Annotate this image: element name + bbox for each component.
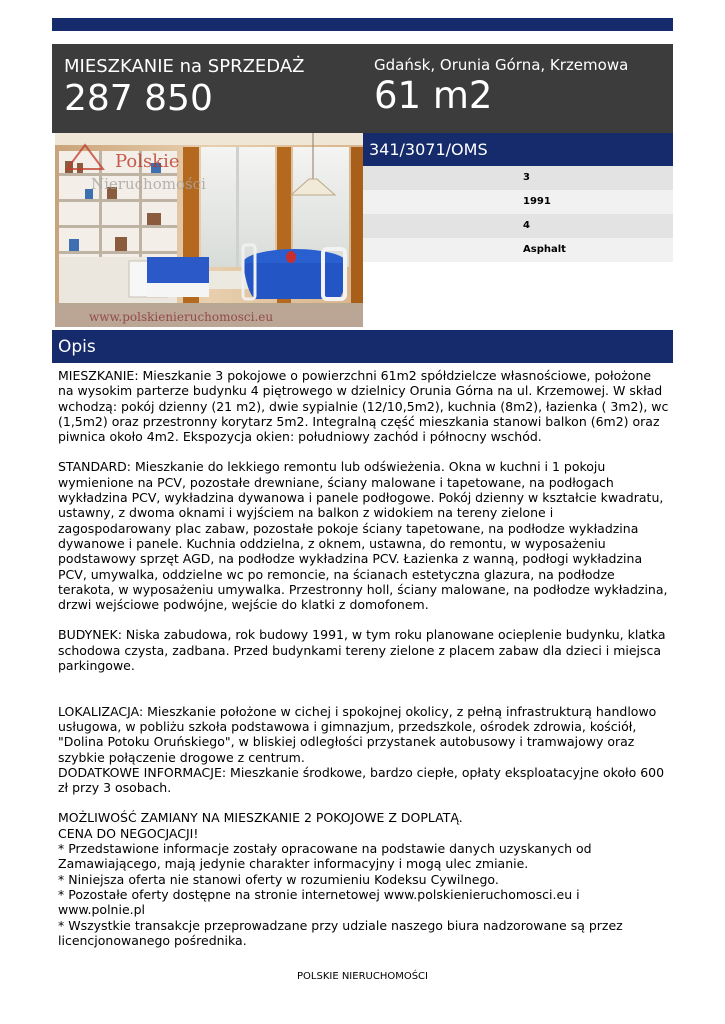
attribute-row xyxy=(363,166,673,190)
attribute-value: Asphalt xyxy=(523,244,566,255)
attribute-row xyxy=(363,214,673,238)
description-paragraph: BUDYNEK: Niska zabudowa, rok budowy 1991, w tym roku planowane ocieplenie budynku, klatka schodowa czysta, zadbana. Przed budynkami tereny zielone z placem zabaw dla dzieci i miejsca parkingowe. xyxy=(58,627,670,674)
description-paragraph: MIESZKANIE: Mieszkanie 3 pokojowe o powierzchni 61m2 spółdzielcze własnościowe, położone na wysokim parterze budynku 4 piętrowego w dzielnicy Orunia Górna na ul. Krzemowej. W skład wchodzą: pokój dzienny (21 m2), dwie sypialnie (12/10,5m2), kuchnia (8m2), łazienka ( 3m2), wc (1,5m2) oraz przestronny korytarz 5m2. Integralną część mieszkania stanowi balkon (6m2) oraz piwnica około 4m2. Ekspozycja okien: południowy zachód i północny wschód. xyxy=(58,368,673,445)
reference-number: 341/3071/OMS xyxy=(369,140,488,159)
reference-bar xyxy=(363,133,673,166)
watermark-brand-line2: Nieruchomości xyxy=(91,175,206,193)
attribute-value: 1991 xyxy=(523,196,551,207)
property-photo xyxy=(55,133,363,327)
description-paragraph: STANDARD: Mieszkanie do lekkiego remontu lub odświeżenia. Okna w kuchni i 1 pokoju wymienione na PCV, pozostałe drewniane, ściany malowane i tapetowane, na podłogach wykładzina PCV, wykładzina dywanowa i panele podłogowe. Pokój dzienny w kształcie kwadratu, ustawny, z dwoma oknami i wyjściem na balkon z widokiem na tereny zielone i zagospodarowany plac zabaw, pozostałe pokoje ściany tapetowane, na podłodze wykładzina dywanowe i panele. Kuchnia oddzielna, z oknem, ustawna, do remontu, w wyposażeniu podstawowy sprzęt AGD, na podłodze wykładzina PCV. Łazienka z wanną, podłogi wykładzina PCV, umywalka, oddzielne wc po remoncie, na ścianach estetyczna glazura, na podłodze terakota, w wyposażeniu umywalka. Przestronny holl, ściany malowane, na podłodze wykładzina, drzwi wejściowe podwójne, wejście do klatki z domofonem. xyxy=(58,459,672,613)
description-paragraph: LOKALIZACJA: Mieszkanie położone w cichej i spokojnej okolicy, z pełną infrastrukturą handlowo usługowa, w pobliżu szkoła podstawowa i gimnazjum, przedszkole, ośrodek zdrowia, kościół, "Dolina Potoku Oruńskiego", w bliskiej odległości przystanek autobusowy i tramwajowy oraz szybkie połączenie drogowe z centrum. DODATKOWE INFORMACJE: Mieszkanie środkowe, bardzo ciepłe, opłaty eksploatacyjne około 600 zł przy 3 osobach. xyxy=(58,703,665,796)
description-paragraph: MOŻLIWOŚĆ ZAMIANY NA MIESZKANIE 2 POKOJOWE Z DOPLATĄ. CENA DO NEGOCJACJI! * Przedstawione informacje zostały opracowane na podstawie danych uzyskanych od Zamawiającego, mają jedynie charakter informacyjny i mogą ulec zmianie. * Niniejsza oferta nie stanowi oferty w rozumieniu Kodeksu Cywilnego. * Pozostałe oferty dostępne na stronie internetowej www.polskienieruchomosci.eu i www.polnie.pl * Wszystkie transakcje przeprowadzane przy udziale naszego biura nadzorowane są przez licencjonowanego pośrednika. xyxy=(58,810,623,948)
attribute-value: 4 xyxy=(523,220,530,231)
offer-type: MIESZKANIE na SPRZEDAŻ xyxy=(64,56,305,77)
top-accent-bar xyxy=(52,18,673,31)
area: 61 m2 xyxy=(374,74,493,117)
description-heading-bar xyxy=(52,330,673,363)
attribute-row xyxy=(363,238,673,262)
watermark-brand-line1: Polskie xyxy=(115,151,180,172)
description-heading: Opis xyxy=(58,337,96,357)
price: 287 850 xyxy=(64,78,213,119)
attribute-value: 3 xyxy=(523,172,530,183)
footer-agency-name: POLSKIE NIERUCHOMOŚCI xyxy=(297,971,428,982)
description-body xyxy=(58,368,673,948)
listing-header xyxy=(52,44,673,133)
attribute-row xyxy=(363,190,673,214)
location: Gdańsk, Orunia Górna, Krzemowa xyxy=(374,56,629,74)
watermark-url: www.polskienieruchomosci.eu xyxy=(89,310,274,324)
